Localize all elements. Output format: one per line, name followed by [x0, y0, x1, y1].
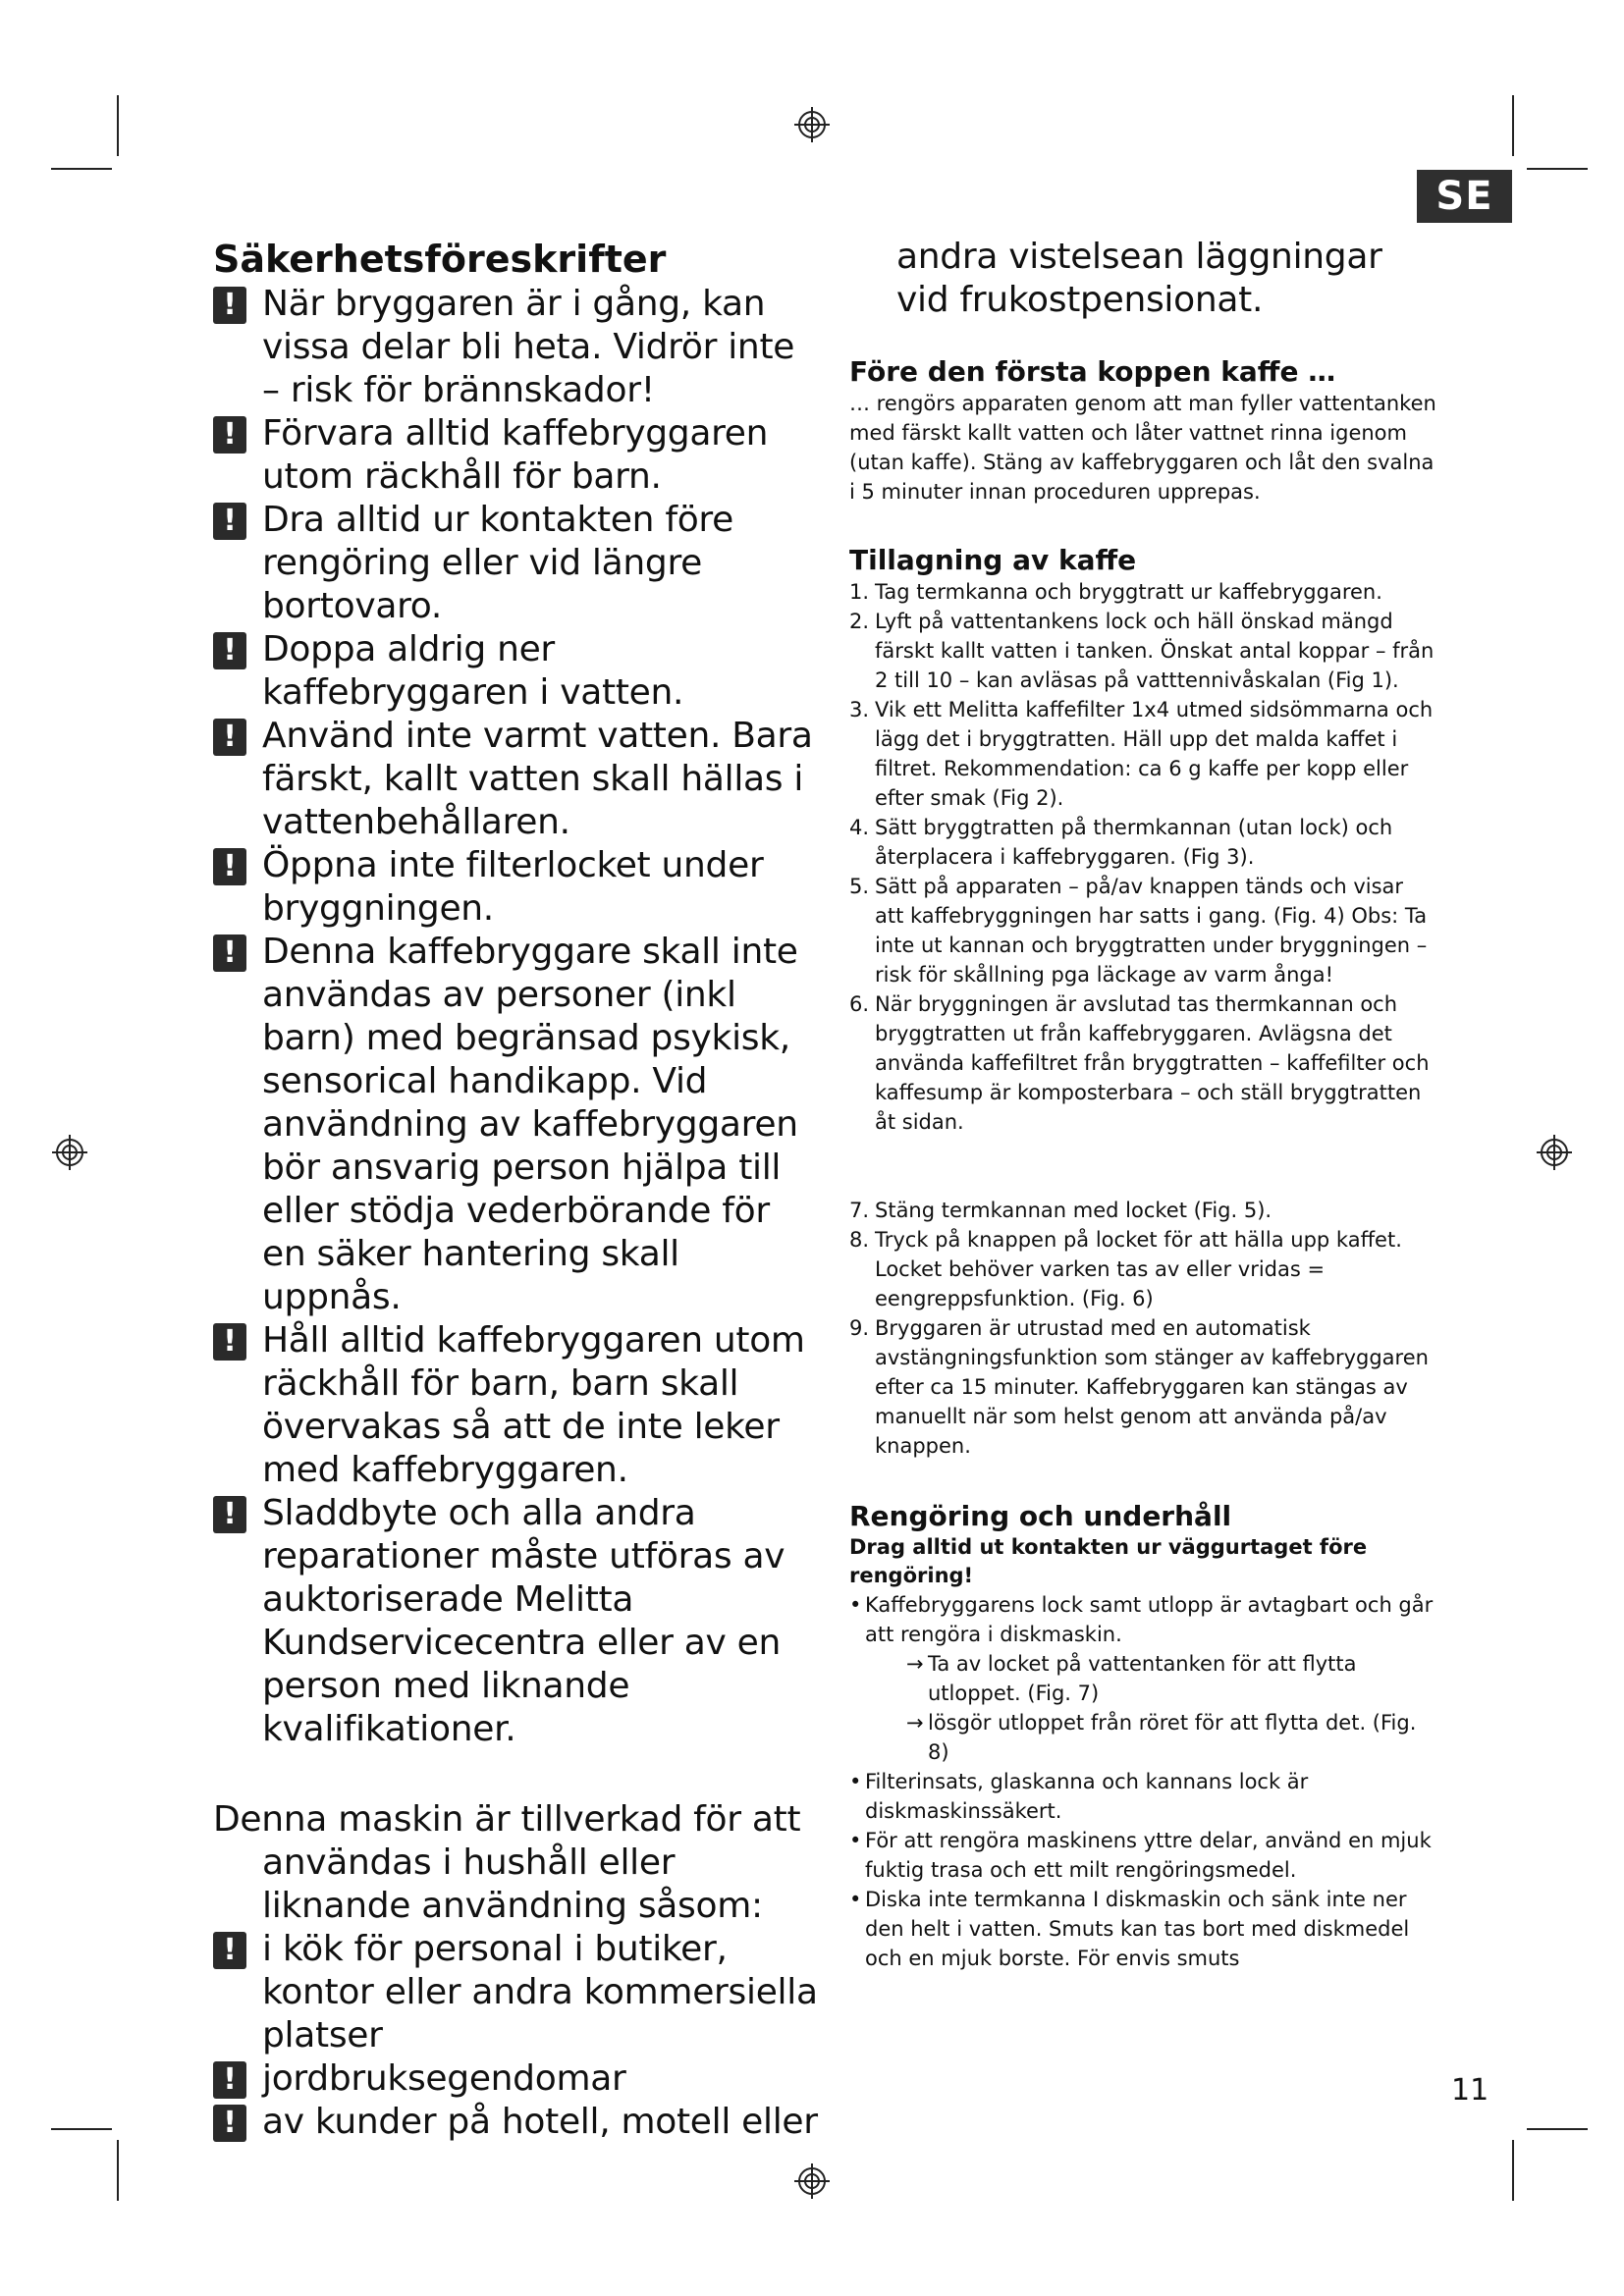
cleaning-text: Kaffebryggarens lock samt utlopp är avtagbart och går att rengöra i diskmaskin.	[865, 1593, 1434, 1646]
registration-mark-icon	[793, 2163, 831, 2200]
warning-icon: !	[213, 848, 246, 885]
safety-warning-item	[213, 499, 822, 628]
safety-warning-item	[213, 628, 822, 715]
registration-mark-icon	[51, 1134, 88, 1171]
step-text: Stäng termkannan med locket (Fig. 5).	[875, 1199, 1272, 1222]
usage-continuation: andra vistelsean läggningar vid frukostpensionat.	[896, 237, 1382, 320]
bullet-icon: •	[849, 1829, 862, 1852]
cleaning-heading: Rengöring och underhåll	[849, 1500, 1232, 1532]
step-number: 6.	[849, 992, 870, 1016]
warning-text: Håll alltid kaffebryggaren utom räckhåll för barn, barn skall övervakas så att de inte leker med kaffebryggaren.	[262, 1320, 805, 1490]
step-text: När bryggningen är avslutad tas thermkannan och bryggtratten ut från kaffebryggaren. Avlägsna det använda kaffefiltret från bryggtratten – kaffefilter och kaffesump är komposterbara – och ställ bryggtratten åt sidan.	[875, 992, 1430, 1134]
step-number: 5.	[849, 875, 870, 898]
step-number: 9.	[849, 1316, 870, 1340]
bullet-icon: •	[849, 1888, 862, 1911]
safety-warning-item	[213, 844, 822, 931]
left-column	[213, 236, 822, 2144]
step-text: Sätt bryggtratten på thermkannan (utan lock) och återplacera i kaffebryggaren. (Fig 3).	[875, 816, 1393, 869]
safety-warning-item	[213, 931, 822, 1319]
warning-icon: !	[213, 1932, 246, 1969]
usage-warning-list	[213, 1928, 822, 2144]
safety-warning-item	[213, 1492, 822, 1751]
warning-text: Öppna inte filterlocket under bryggningen.	[262, 845, 764, 929]
first-cup-text: … rengörs apparaten genom att man fyller vattentanken med färskt kallt vatten och låter vattnet rinna igenom (utan kaffe). Stäng av kaffebryggaren och låt den svalna i 5 minuter innan proceduren upprepas.	[849, 392, 1436, 504]
safety-warning-item	[213, 1319, 822, 1492]
registration-mark-icon	[793, 106, 831, 143]
warning-icon: !	[213, 416, 246, 454]
substep-text: lösgör utloppet från röret för att flytta det. (Fig. 8)	[928, 1711, 1417, 1764]
bullet-icon: •	[849, 1770, 862, 1793]
cleaning-substep	[849, 1649, 1438, 1708]
brewing-step	[849, 989, 1438, 1137]
safety-warning-list	[213, 283, 822, 1751]
cleaning-text: Filterinsats, glaskanna och kannans lock är diskmaskinssäkert.	[865, 1770, 1309, 1823]
right-column	[849, 236, 1438, 1973]
step-number: 8.	[849, 1228, 870, 1252]
warning-icon: !	[213, 503, 246, 540]
step-number: 4.	[849, 816, 870, 839]
safety-warning-item	[213, 412, 822, 499]
registration-mark-icon	[1536, 1134, 1573, 1171]
brewing-step	[849, 1196, 1438, 1225]
cleaning-list	[849, 1590, 1438, 1649]
warning-text: Denna kaffebryggare skall inte användas av personer (inkl barn) med begränsad psykisk, sensorical handikapp. Vid användning av kaffebryggaren bör ansvarig person hjälpa till eller stödja vederbörande för en säker hantering skall uppnås.	[262, 932, 798, 1317]
cleaning-text: För att rengöra maskinens yttre delar, använd en mjuk fuktig trasa och ett milt rengöringsmedel.	[865, 1829, 1432, 1882]
brewing-step	[849, 813, 1438, 872]
warning-text: jordbruksegendomar	[262, 2058, 626, 2099]
step-text: Tryck på knappen på locket för att hälla upp kaffet. Locket behöver varken tas av eller vridas = eengreppsfunktion. (Fig. 6)	[875, 1228, 1402, 1310]
usage-warning-item	[213, 2101, 822, 2144]
crop-mark	[51, 168, 112, 170]
warning-icon: !	[213, 934, 246, 972]
crop-mark	[1512, 2140, 1514, 2201]
substep-text: Ta av locket på vattentanken för att flytta utloppet. (Fig. 7)	[928, 1652, 1357, 1705]
step-number: 1.	[849, 580, 870, 604]
step-text: Lyft på vattentankens lock och häll önskad mängd färskt kallt vatten i tanken. Önskat antal koppar – från 2 till 10 – kan avläsas på vatttennivåskalan (Fig 1).	[875, 610, 1435, 692]
warning-text: Förvara alltid kaffebryggaren utom räckhåll för barn.	[262, 413, 769, 497]
bullet-icon: •	[849, 1593, 862, 1617]
warning-icon: !	[213, 287, 246, 324]
cleaning-item	[849, 1767, 1438, 1826]
step-text: Vik ett Melitta kaffefilter 1x4 utmed sidsömmarna och lägg det i bryggtratten. Häll upp det malda kaffet i filtret. Rekommendation: ca 6 g kaffe per kopp eller efter smak (Fig 2).	[875, 698, 1434, 810]
language-badge: SE	[1417, 170, 1512, 223]
first-cup-heading: Före den första koppen kaffe …	[849, 355, 1336, 388]
crop-mark	[1527, 168, 1588, 170]
warning-text: När bryggaren är i gång, kan vissa delar bli heta. Vidrör inte – risk för brännskador!	[262, 284, 795, 410]
page-number: 11	[1451, 2073, 1489, 2108]
warning-icon: !	[213, 719, 246, 756]
step-number: 7.	[849, 1199, 870, 1222]
warning-text: i kök för personal i butiker, kontor eller andra kommersiella platser	[262, 1929, 818, 2056]
warning-text: Dra alltid ur kontakten före rengöring eller vid längre bortovaro.	[262, 500, 733, 626]
crop-mark	[1527, 2128, 1588, 2130]
warning-icon: !	[213, 2061, 246, 2099]
brewing-step	[849, 607, 1438, 695]
household-use-intro: Denna maskin är tillverkad för att användas i hushåll eller liknande användning såsom:	[213, 1799, 801, 1926]
crop-mark	[51, 2128, 112, 2130]
cleaning-subheading: Drag alltid ut kontakten ur väggurtaget före rengöring!	[849, 1535, 1368, 1587]
cleaning-item	[849, 1885, 1438, 1973]
brewing-step	[849, 1313, 1438, 1461]
warning-icon: !	[213, 2105, 246, 2142]
safety-warning-item	[213, 715, 822, 844]
crop-mark	[117, 2140, 119, 2201]
warning-icon: !	[213, 1496, 246, 1533]
warning-icon: !	[213, 1323, 246, 1361]
step-text: Bryggaren är utrustad med en automatisk avstängningsfunktion som stänger av kaffebryggaren efter ca 15 minuter. Kaffebryggaren kan stängas av manuellt när som helst genom att använda på/av knappen.	[875, 1316, 1429, 1458]
crop-mark	[117, 95, 119, 156]
step-number: 2.	[849, 610, 870, 633]
brewing-steps-list-continued	[849, 1196, 1438, 1461]
brewing-heading: Tillagning av kaffe	[849, 544, 1137, 576]
cleaning-item	[849, 1590, 1438, 1649]
warning-text: av kunder på hotell, motell eller	[262, 2102, 818, 2142]
step-number: 3.	[849, 698, 870, 721]
arrow-right-icon: →	[906, 1652, 924, 1676]
usage-warning-item	[213, 1928, 822, 2057]
safety-warning-item	[213, 283, 822, 412]
step-text: Tag termkanna och bryggtratt ur kaffebryggaren.	[875, 580, 1382, 604]
warning-text: Doppa aldrig ner kaffebryggaren i vatten.	[262, 629, 684, 713]
step-text: Sätt på apparaten – på/av knappen tänds och visar att kaffebryggningen har satts i gang. (Fig. 4) Obs: Ta inte ut kannan och bryggtratten under bryggningen – risk för skållning pga läckage av varm ånga!	[875, 875, 1428, 987]
usage-warning-item	[213, 2057, 822, 2101]
cleaning-list-continued	[849, 1767, 1438, 1973]
warning-text: Sladdbyte och alla andra reparationer måste utföras av auktoriserade Melitta Kundservicecentra eller av en person med liknande kvalifikationer.	[262, 1493, 785, 1749]
arrow-right-icon: →	[906, 1711, 924, 1735]
warning-text: Använd inte varmt vatten. Bara färskt, kallt vatten skall hällas i vattenbehållaren.	[262, 716, 813, 842]
brewing-steps-list	[849, 577, 1438, 1137]
cleaning-item	[849, 1826, 1438, 1885]
cleaning-substep	[849, 1708, 1438, 1767]
crop-mark	[1512, 95, 1514, 156]
brewing-step	[849, 577, 1438, 607]
safety-heading: Säkerhetsföreskrifter	[213, 238, 667, 281]
warning-icon: !	[213, 632, 246, 669]
brewing-step	[849, 1225, 1438, 1313]
cleaning-text: Diska inte termkanna I diskmaskin och sänk inte ner den helt i vatten. Smuts kan tas bort med diskmedel och en mjuk borste. För envis smuts	[865, 1888, 1410, 1970]
brewing-step	[849, 695, 1438, 813]
brewing-step	[849, 872, 1438, 989]
